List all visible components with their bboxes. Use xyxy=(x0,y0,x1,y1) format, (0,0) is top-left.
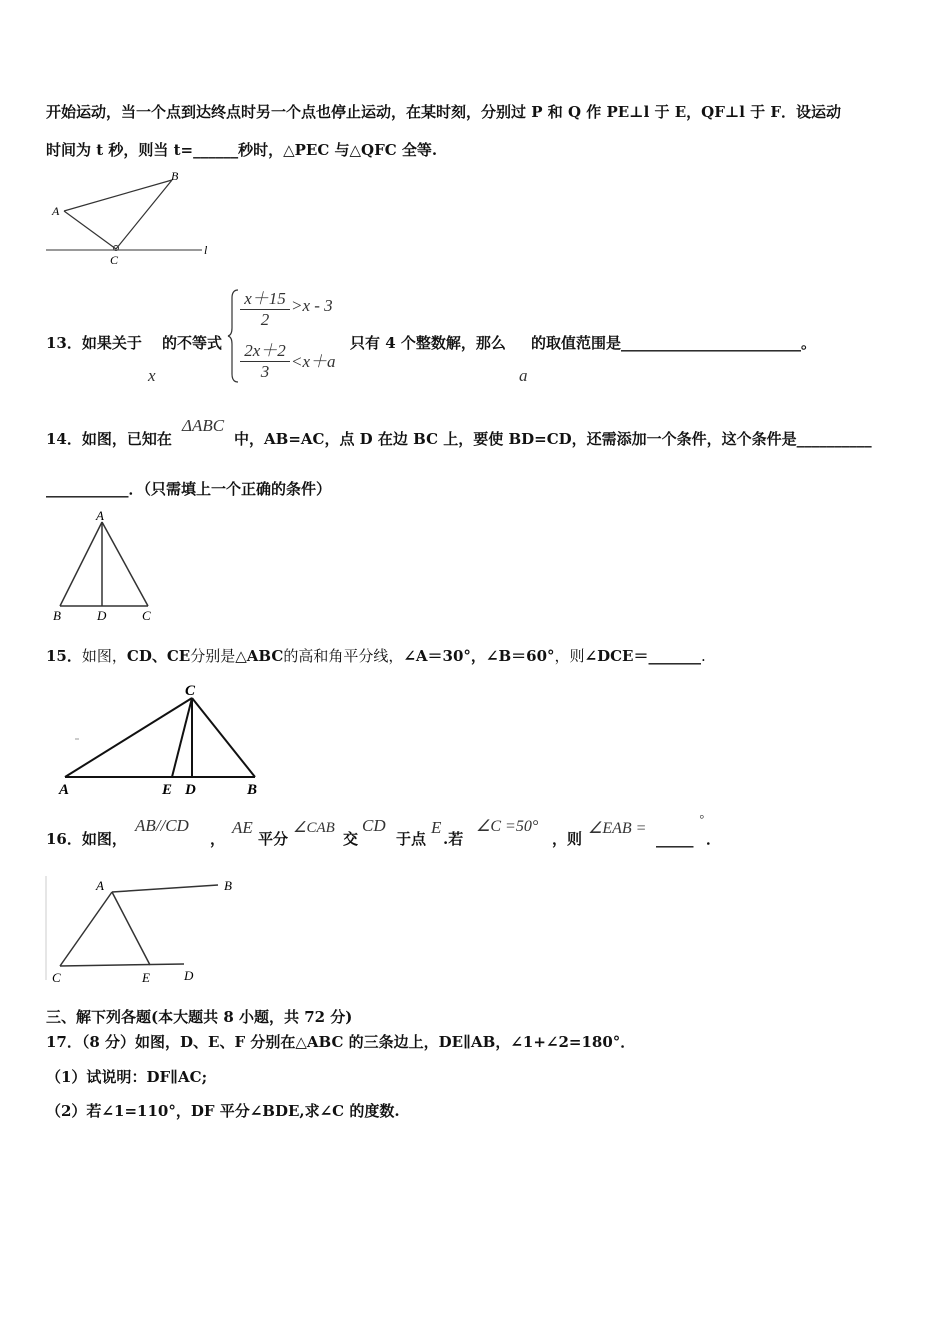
label-e: E xyxy=(162,782,173,798)
label-a: A xyxy=(52,204,60,218)
label-c: C xyxy=(142,608,151,623)
q12-figure xyxy=(44,168,214,268)
ineq1-numerator: x＋15 xyxy=(244,289,286,308)
ineq2-numerator: 2x＋2 xyxy=(244,341,286,360)
q16-angle-eab: ∠EAB = xyxy=(588,820,647,837)
q13-var-a: a xyxy=(519,366,528,385)
q16-angle-c: ∠C =50° xyxy=(476,818,539,835)
q16-pre: 16．如图， xyxy=(46,830,127,848)
q14-triangle: ΔABC xyxy=(182,416,225,435)
q16-comma: ， xyxy=(210,830,226,848)
ineq1-rhs: >x - 3 xyxy=(291,296,333,315)
brace-icon xyxy=(228,288,240,384)
ineq1-denominator: 2 xyxy=(240,309,290,330)
q13-var-x: x xyxy=(148,366,156,385)
q15-line: 15．如图，CD、CE分别是△ABC的高和角平分线，∠A＝30°，∠B＝60°，则∠DCE＝_______. xyxy=(46,647,706,665)
q17-part2: （2）若∠1=110°，DF 平分∠BDE,求∠C 的度数. xyxy=(46,1102,400,1120)
q14-figure xyxy=(50,508,160,623)
q14-line2: ___________．（只需填上一个正确的条件） xyxy=(46,480,332,498)
label-l: l xyxy=(204,243,208,257)
label-a: A xyxy=(96,878,104,893)
q16-if: .若 xyxy=(443,830,464,848)
section3-title: 三、解下列各题(本大题共 8 小题，共 72 分) xyxy=(46,1008,353,1026)
q14-post: 中，AB=AC，点 D 在边 BC 上，要使 BD=CD，还需添加一个条件，这个条件是__________ xyxy=(234,430,872,448)
q17-line1: 17．（8 分）如图，D、E、F 分别在△ABC 的三条边上，DE∥AB，∠1+∠2=180°． xyxy=(46,1033,636,1051)
segment-ac xyxy=(65,698,192,777)
label-b: B xyxy=(171,169,179,183)
q16-figure xyxy=(44,870,244,990)
q16-then: ，则 xyxy=(552,830,583,848)
segment-ce xyxy=(172,698,192,777)
segment-ab xyxy=(112,885,218,892)
label-a: A xyxy=(59,782,70,798)
q16-e: E xyxy=(431,818,442,837)
label-d: D xyxy=(184,968,194,983)
q16-angle-cab: ∠CAB xyxy=(293,820,335,836)
segment-cd xyxy=(60,964,184,966)
q16-bisects: 平分 xyxy=(258,830,289,848)
segment-ab xyxy=(64,180,172,211)
segment-bc xyxy=(116,180,172,249)
segment-ab xyxy=(60,522,102,606)
q16-ab-parallel-cd: AB//CD xyxy=(135,816,189,835)
label-e: E xyxy=(142,970,150,985)
segment-bc xyxy=(192,698,255,777)
ineq2-rhs: <x＋a xyxy=(291,352,336,371)
q16-degree: ° xyxy=(699,812,704,826)
ineq2-fraction xyxy=(240,336,290,382)
label-d: D xyxy=(97,608,107,623)
label-d: D xyxy=(185,782,196,798)
q13-pre: 13．如果关于 xyxy=(46,334,142,352)
ineq2-denominator: 3 xyxy=(240,361,290,382)
q16-blank: _____ xyxy=(656,830,694,848)
segment-ac xyxy=(60,892,112,966)
q12-line1: 开始运动，当一个点到达终点时另一个点也停止运动，在某时刻，分别过 P 和 Q 作 PE⊥l 于 E，QF⊥l 于 F．设运动 xyxy=(46,103,842,121)
label-b: B xyxy=(224,878,232,893)
q16-at-point: 于点 xyxy=(396,830,427,848)
q16-meets: 交 xyxy=(343,830,359,848)
q12-line2: 时间为 t 秒，则当 t=______秒时，△PEC 与△QFC 全等. xyxy=(46,141,438,159)
label-a: A xyxy=(96,508,104,523)
q16-cd: CD xyxy=(362,816,386,835)
q13-tail: 的取值范围是________________________。 xyxy=(531,334,817,352)
segment-ac xyxy=(102,522,148,606)
q16-ae: AE xyxy=(232,818,253,837)
label-c: C xyxy=(185,683,196,699)
q13-post: 只有 4 个整数解，那么 xyxy=(350,334,506,352)
q13-mid: 的不等式 xyxy=(162,334,223,352)
label-c: C xyxy=(110,253,119,267)
label-c: C xyxy=(52,970,61,985)
label-b: B xyxy=(247,782,258,798)
segment-ae xyxy=(112,892,150,965)
label-b: B xyxy=(53,608,61,623)
ineq1-fraction xyxy=(240,284,290,330)
q15-figure xyxy=(55,682,275,797)
q17-part1: （1）试说明：DF∥AC; xyxy=(46,1068,208,1086)
q16-end: ． xyxy=(706,830,722,848)
segment-ac xyxy=(64,211,116,249)
q14-pre: 14．如图，已知在 xyxy=(46,430,172,448)
